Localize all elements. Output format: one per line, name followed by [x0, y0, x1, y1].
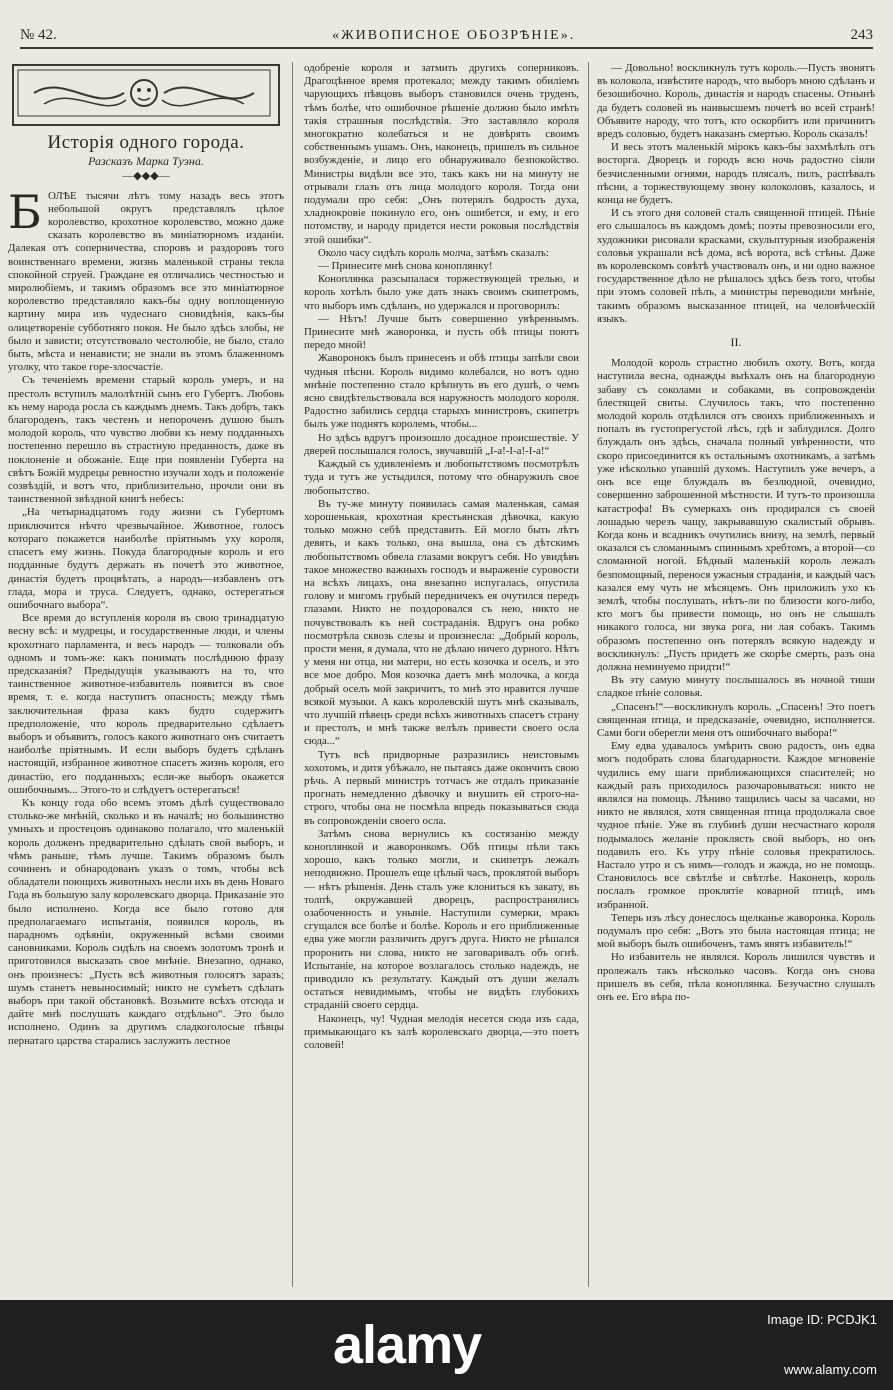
paragraph: И съ этого дня соловей сталъ священной птицей. Пѣніе его слышалось въ каждомъ домѣ; поэты превозносили его, художники рисовали красками, скульптурныя изображенія соловья украшали всѣ дома, всѣ ворота, всѣ стѣны. Даже въ королевскомъ совѣтѣ участвовалъ онъ, и ни одно важное государственное дѣло не рѣшалось здѣсь безъ того, чтобы при этомъ соловей пѣлъ, а министры переводили мнѣніе, такимъ образомъ высказанное птицей, на человѣческій языкъ. [597, 207, 875, 325]
paragraph: Все время до вступленія короля въ свою тринадцатую весну всѣ: и мудрецы, и государственные люди, и члены крохотнаго парламента, и весь народъ — толковали объ одномъ и томъ-же: какъ понимать послѣднюю фразу предсказанія? Предыдущія указываютъ на то, что таинственное животное-избавитель появится въ свое время, т. е. когда наступитъ опасность; между тѣмъ заключительная фраза какъ будто содержитъ предположеніе, что король предварительно сдѣлаетъ выборъ и объявитъ, голосъ какого животнаго онъ считаетъ наиболѣе пріятнымъ. И если выборъ будетъ сдѣланъ настоящій, избранное животное спасетъ жизнь короля, его династію, его подданныхъ; если-же выборъ окажется ошибочнымъ... Этого-то и слѣдуетъ остерегаться! [8, 612, 284, 796]
paragraph: Теперь изъ лѣсу донеслось щелканье жаворонка. Король подумалъ про себя: „Вотъ это была настоящая птица; не мой выборъ былъ ошибоченъ, тамъ явятъ избавитель!“ [597, 911, 875, 951]
story-title: Исторія одного города. [47, 132, 245, 153]
section-number: II. [730, 335, 742, 350]
paragraph: Каждый съ удивленіемъ и любопытствомъ посмотрѣлъ туда и тутъ же устыдился, потому что обнаружилъ свое любопытство. [304, 458, 579, 497]
journal-title: «ЖИВОПИСНОЕ ОБОЗРѢНІЕ». [332, 28, 576, 43]
page-number: 243 [850, 27, 873, 43]
paragraph: Но здѣсь вдругъ произошло досадное происшествіе. У дверей послышался голосъ, звучавшій „І-а!-І-а!-І-а!“ [304, 431, 579, 457]
column-rule [292, 62, 293, 1287]
dropcap-paragraph [8, 184, 284, 375]
column-rule [588, 62, 589, 1287]
paragraph: Наконецъ, чу! Чудная мелодія несется сюда изъ сада, примыкающаго къ залѣ королевскаго дворца,—это поетъ соловей! [304, 1012, 579, 1052]
paragraph: Жаворонокъ былъ принесенъ и обѣ птицы запѣли свои чудныя пѣсни. Король видимо колебался, но вотъ одно мнѣніе постепенно стало крѣпнуть въ его душѣ, о чемъ ясно свидѣтельствовала вся наружность молодого короля. Радостно забились сердца старыхъ министровъ, скипетръ былъ уже поднятъ королемъ, чтобы... [304, 352, 579, 431]
paragraph: И весь этотъ маленькій мірокъ какъ-бы захмѣлѣлъ отъ восторга. Дворецъ и городъ всю ночь радостно сіяли безчисленными огнями, народъ плясалъ, пилъ, распѣвалъ пѣсни, а торжествующему звону колоколовъ, казалось, и конца не будетъ. [597, 141, 875, 207]
paragraph: Ему едва удавалось умѣрить свою радость, онъ едва могъ подобрать слова благодарности. Каждое мгновеніе чудились ему шаги приближающихся спасителей; но каждый разъ приходилось разочаровываться: никто не являлся на помощь. Лѣниво тащились часы за часами, но никто не являлся, хотя священная птица продолжала свое чудное пѣніе. Уже въ глубинѣ души несчастнаго короля подымалось желаніе проклясть свой выборъ, но онъ подавилъ его. Къ утру пѣніе соловья прекратилось. Настало утро и съ нимъ—голодъ и жажда, но не помощь. Становилось все свѣтлѣе и свѣтлѣе. Наконецъ, король послалъ громкое проклятіе коварной птицѣ, имъ избранной. [597, 740, 875, 911]
paragraph: „Спасенъ!“—воскликнулъ король. „Спасенъ! Это поетъ священная птица, и предсказаніе, очевидно, исполняется. Сами боги оберегли меня отъ ошибочнаго выбора!“ [597, 700, 875, 739]
paragraph: Къ концу года обо всемъ этомъ дѣлѣ существовало столько-же мнѣній, сколько и въ началѣ; но большинство умныхъ и простецовъ одинаково полагало, что маленькій король долженъ предварительно сдѣлать свой выборъ, и чѣмъ раньше, тѣмъ лучше. Такимъ образомъ былъ сочиненъ и обнародованъ указъ о томъ, чтобы всѣ обладатели поющихъ животныхъ несли ихъ въ день Новаго Года въ большую залу королевскаго дворца. Приказаніе это было исполнено. Когда все было готово для предполагаемаго испытанія, появился король, въ парадномъ одѣяніи, окруженный всѣми своими сановниками. Король сидѣлъ на своемъ золотомъ тронѣ и приготовился высказать свое мнѣніе. Внезапно, однако, онъ произнесъ: „Пусть всѣ животныя голосятъ заразъ; шумъ станетъ невыносимый; никто не сумѣетъ сдѣлать выборъ при такой обстановкѣ. Возьмите всѣхъ отсюда и дайте мнѣ послушать каждаго отдѣльно“. Это было исполнено. Одинъ за другимъ сладкоголосые пѣвцы пернатаго царства старались заслужить лестное [8, 796, 284, 1047]
image-id-label: Image ID: PCDJK1 [767, 1312, 877, 1327]
divider-ornament: —◆◆◆— [122, 170, 170, 183]
paragraph: — Принесите мнѣ снова коноплянку! [318, 260, 493, 273]
stock-watermark-bar [0, 1300, 893, 1390]
paragraph: Въ эту самую минуту послышалось въ ночной тиши сладкое пѣніе соловья. [597, 674, 875, 700]
page-header [20, 18, 873, 49]
paragraph: Но избавитель не являлся. Король лишился чувствъ и пролежалъ такъ нѣсколько часовъ. Когда онъ снова пришелъ въ себя, пѣла коноплянка. Безучастно слушалъ онъ ее. Его вѣра по- [597, 951, 875, 1004]
alamy-logo: alamy [333, 1315, 482, 1375]
paragraph: Затѣмъ снова вернулись къ состязанію между коноплянкой и жаворонкомъ. Обѣ птицы пѣли такъ хорошо, какъ только могли, и скипетръ лежалъ неподвижно. Прошелъ еще цѣлый часъ, проклятой выборъ — нѣтъ рѣшенія. День сталъ уже клониться къ закату, въ толпѣ, окружавшей дворецъ, распространялись озабоченность и уныніе. Наступили сумерки, мракъ сгущался все болѣе и болѣе. Король и его приближенные едва уже могли различить другъ друга. Никто не рѣшался проронить ни слова, никто не заговаривалъ объ огнѣ. Испытаніе, на которое возлагалось столько надеждъ, не приводило къ результату. Каждый отъ души желалъ остаться невидимымъ, чтобы не видѣть глубокихъ страданій своего сердца. [304, 827, 579, 1012]
paragraph: Коноплянка разсыпалася торжествующей трелью, и король хотѣлъ было уже дать знакъ своимъ скипетромъ, что выборъ имъ сдѣланъ, но удержался и проговорилъ: [304, 273, 579, 312]
paragraph: — Нѣтъ! Лучше быть совершенно увѣреннымъ. Принесите мнѣ жаворонка, и пусть обѣ птицы поютъ передо мной! [304, 312, 579, 352]
column-2 [304, 62, 579, 1292]
column-1 [8, 62, 284, 1292]
paragraph: ОЛѢЕ тысячи лѣтъ тому назадъ весь этотъ небольшой округъ представлялъ цѣлое королевство, крохотное королевство, можно даже сказать королевство въ миніатюрномъ изданіи. Далекая отъ соперничества, споровъ и раздоровъ того воинственнаго времени, жизнь маленькой страны текла спокойной струей. Граждане ея отличались честностью и миролюбіемъ, и такимъ образомъ все это миніатюрное королевство представляло какъ-бы одну воплощенную картину мира изъ чудеснаго сновидѣнія, какъ-бы олицетвореніе субботняго покоя. Не было здѣсь злобы, не было и зависти; отсутствовало честолюбіе, не было, стало быть, мѣста и ненависти; не знали въ этомъ блаженномъ уголку, что такое горе-злосчастіе. [8, 189, 284, 374]
paragraph: Съ теченіемъ времени старый король умеръ, и на престолъ вступилъ малолѣтній сынъ его Губертъ. Любовь къ нему народа росла съ каждымъ днемъ. Такъ добръ, такъ благороденъ, такъ честенъ и непороченъ душою былъ молодой король, что чувство любви къ нему подданныхъ постепенно перешло въ страстную преданность, даже въ поклоненіе и обожаніе. Еще при появленіи Губерта на свѣтъ Божій мудрецы ревностно изучали ходъ и положеніе созвѣздій, и вотъ что, приблизительно, прочли они въ таинственной звѣздной книгѣ небесъ: [8, 374, 284, 506]
paragraph: Около часу сидѣлъ король молча, затѣмъ сказалъ: [318, 246, 549, 259]
paragraph: „На четырнадцатомъ году жизни съ Губертомъ приключится нѣчто чрезвычайное. Животное, голосъ котораго покажется наиболѣе пріятнымъ уху короля, спасетъ ему жизнь. Покуда благородные король и его подданные будутъ держать въ почетѣ это животное, династія будетъ процвѣтать, а народъ—избавленъ отъ глада, мора и труса. Следуетъ, однако, остерегаться ошибочнаго выбора“. [8, 506, 284, 611]
paragraph: — Довольно! воскликнулъ тутъ король.—Пусть звонятъ въ колокола, извѣстите народъ, что выборъ мною сдѣланъ и безошибочно. Король, династія и народъ спасены. Отнынѣ да будетъ соловей въ наивысшемъ почетѣ во всей странѣ! Объявите народу, что тотъ, кто оскорбитъ или причинитъ вредъ соловью, будетъ наказанъ смертью. Король сказалъ! [597, 62, 875, 141]
dropcap-letter: Б [8, 184, 42, 239]
paragraph: Молодой король страстно любилъ охоту. Вотъ, когда наступила весна, однажды выѣхалъ онъ на благородную забаву съ соколами и собаками, въ сопровожденіи блестящей свиты. Случилось такъ, что постепенно молодой король отдѣлился отъ своихъ приближенныхъ и попалъ въ густопрегустой лѣсъ, гдѣ и заблудился. Долго блуждалъ онъ здѣсь, сначала полный увѣренности, что скоро присоединится къ остальнымъ охотникамъ, а затѣмъ уже нѣсколько упавшій духомъ. Наступилъ уже вечеръ, а онъ все еще блуждалъ въ безлюдной, очевидно, совершенно заброшенной мѣстности. И тутъ-то произошла катастрофа! Въ сумеркахъ онъ продирался съ своей лошадью черезъ чащу, закрывавшую скалистый обрывъ. Когда конь и всадникъ очутились внизу, на землѣ, первый оказался съ сломаннымъ спиннымъ хребтомъ, а второй—со сломанной ногой. Бѣдный маленькій король лежалъ безпомощный, перенося ужасныя страданія, и каждый часъ казался ему чуть не мѣсяцемъ. Онъ приложилъ ухо къ землѣ, чтобы послушать, нѣтъ-ли по близости кого-либо, кто могъ бы привести помощь, но онъ не слышалъ никакого голоса, ни звука рога, ни лая собакъ. Такимъ образомъ постепенно онъ потерялъ всякую надежду и воскликнулъ: „Пусть придетъ же скорѣе смерть, разъ она должна неминуемо придти!“ [597, 357, 875, 673]
ornament-headpiece-icon [12, 64, 280, 126]
paragraph: Въ ту-же минуту появилась самая маленькая, самая хорошенькая, крохотная крестьянская дѣвочка, какую только можно себѣ представить. Ей могло быть лѣтъ девять, и какъ только, она вышла, она съ дѣтскимъ любопытствомъ обвела глазами вокругъ себя. Но увидѣвъ такое множество важныхъ господъ и выраженіе суровости на всѣхъ лицахъ, она внезапно испугалась, опустила голову и мигомъ грубый передничекъ ея очутился передъ глазами. Никто не поздоровался съ нею, никто не почувствовалъ къ ней состраданія. Вдругъ она робко посмотрѣла сквозь слезы и произнесла: „Добрый король, прости меня, я думала, что не дѣлаю ничего дурного. Нѣтъ у меня ни отца, ни матери, но есть козочка и оселъ, и это все мое добро. Моя козочка даетъ мнѣ молочка, а когда добрый оселъ мой закричитъ, то мнѣ это нравится лучше всякой музыки. А какъ королевскій шутъ мнѣ сказывалъ, что лучшій пѣвецъ среди всѣхъ животныхъ спасетъ страну и престолъ, и мнѣ также велѣлъ привести своего осла сюда...“ [304, 497, 579, 748]
watermark-url: www.alamy.com [784, 1362, 877, 1377]
paragraph: одобреніе короля и затмить другихъ соперниковъ. Драгоцѣнное время протекало; между такимъ обиліемъ чарующихъ пѣвцовъ выборъ становился очень труденъ, тѣмъ болѣе, что ошибочное рѣшеніе должно было имѣть такія страшныя послѣдствія. Это заставляло короля многократно колебаться и не довѣрять своимъ собственнымъ ушамъ. Онъ, наконецъ, пришелъ въ сильное возбужденіе, и лицо его обнаруживало безпокойство. Министры видѣли все это, такъ какъ ни на минуту не отрывали глазъ отъ лица молодого короля. Тогда они подумали про себя: „Онъ потерялъ бодрость духа, хладнокровіе покинуло его, онъ ошибется, и ему, и его потомству, и народу придется нести роковыя послѣдствія этой ошибки“. [304, 62, 579, 246]
issue-number: № 42. [20, 27, 57, 43]
paragraph: Тутъ всѣ придворные разразились неистовымъ хохотомъ, и дитя убѣжало, не пытаясь даже окончить свою рѣчь. А первый министръ тотчасъ же отдалъ приказаніе прогнать немедленно дѣвочку и внушить ей строго-на-строго, чтобы она не посмѣла впредь показываться сюда въ сопровожденіи своего осла. [304, 748, 579, 827]
story-byline: Разсказъ Марка Туэна. [88, 154, 204, 169]
column-3 [597, 62, 875, 1292]
